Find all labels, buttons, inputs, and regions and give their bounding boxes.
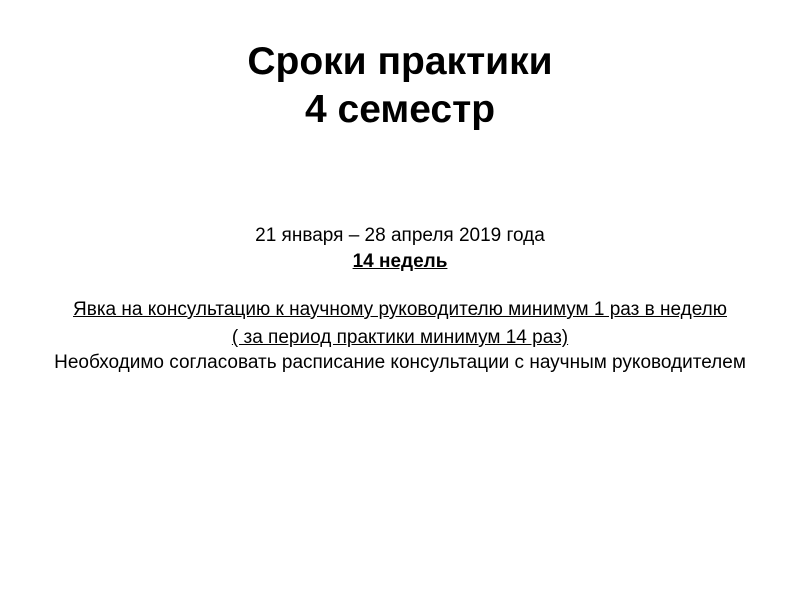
- schedule-agreement: Необходимо согласовать расписание консультации с научным руководителем: [54, 352, 746, 373]
- practice-dates: 21 января – 28 апреля 2019 года: [255, 225, 545, 246]
- slide-title: [0, 38, 800, 134]
- consultation-requirement: Явка на консультацию к научному руководителю минимум 1 раз в неделю: [73, 299, 727, 320]
- slide-body: [40, 225, 760, 373]
- period-note: ( за период практики минимум 14 раз): [231, 327, 569, 348]
- title-line-1: Сроки практики: [247, 40, 553, 84]
- practice-duration: 14 недель: [352, 251, 448, 272]
- title-line-2: 4 семестр: [304, 88, 496, 132]
